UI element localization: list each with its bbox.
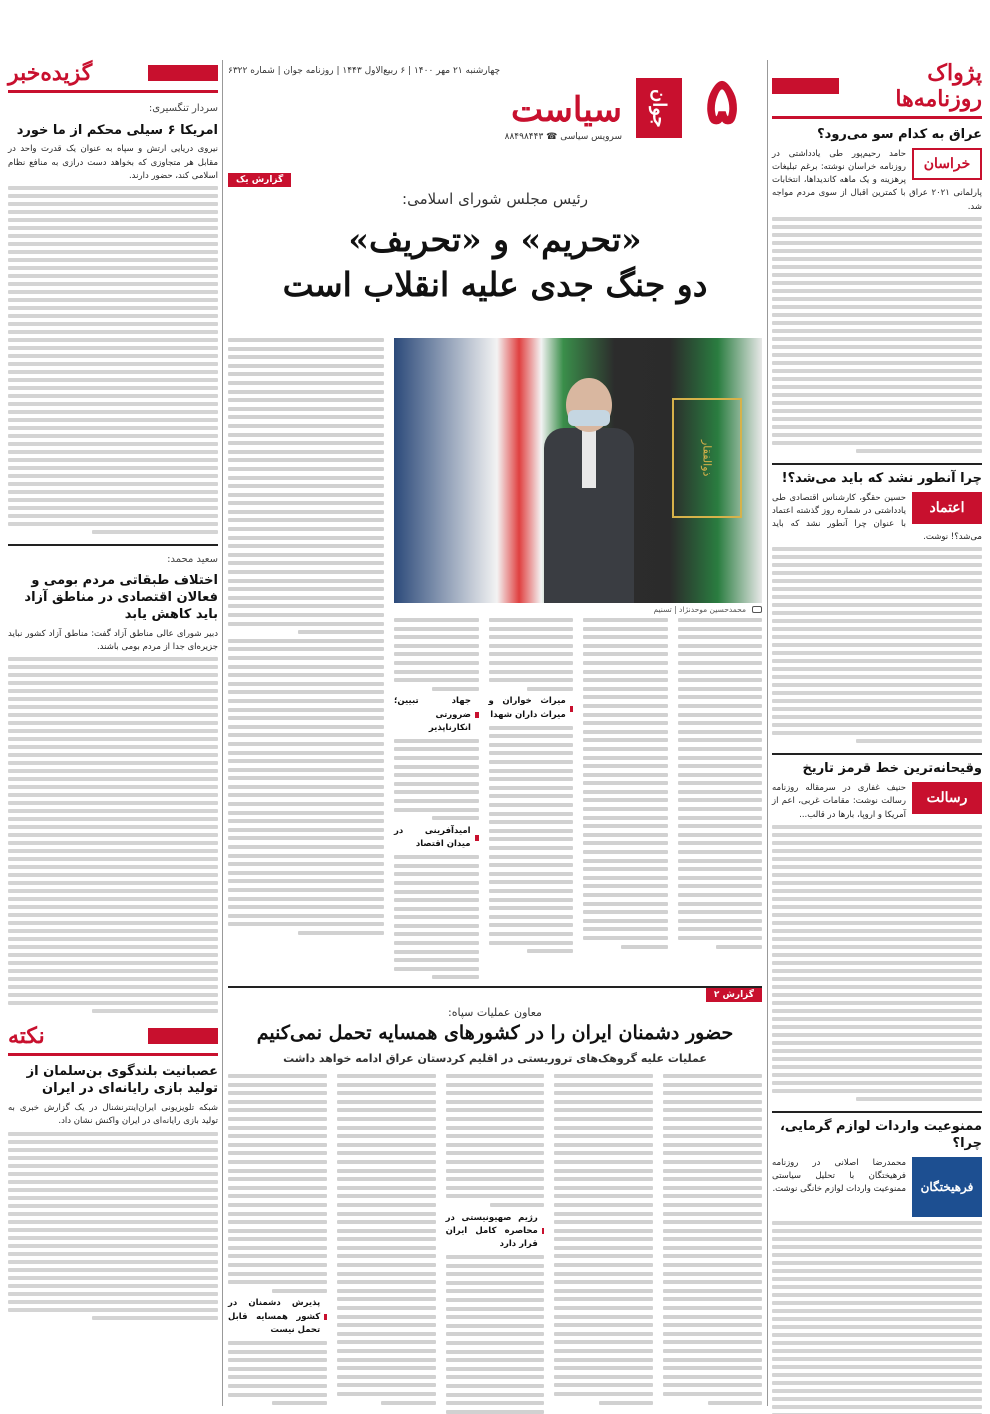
- javan-logo: جوان: [636, 78, 682, 138]
- column-separator: [767, 60, 768, 1406]
- news-item: [8, 552, 218, 1014]
- main-headline: [228, 218, 762, 307]
- divider: [8, 544, 218, 546]
- report-tag: گزارش ۲: [706, 988, 762, 1002]
- etemad-logo: اعتماد: [912, 492, 982, 524]
- news-item-lead: دبیر شورای عالی مناطق آزاد گفت: مناطق آزاد کشور نباید جزیره‌ای جدا از مردم بومی باشند.: [8, 629, 218, 653]
- press-item-body: [772, 1221, 982, 1414]
- divider: [772, 1111, 982, 1113]
- divider: [772, 753, 982, 755]
- story-text-block: [394, 618, 762, 978]
- press-item-title: ممنوعیت واردات لوازم گرمایی، چرا؟: [779, 1118, 982, 1151]
- news-item-body: [8, 657, 218, 1013]
- story-text-column: [663, 1074, 762, 1406]
- story-subhead: رژیم صهیونیستی در محاصره کامل ایران قرار دارد: [446, 1212, 545, 1252]
- news-item-lead: نیروی دریایی ارتش و سپاه به عنوان یک قدرت واحد در مقابل هر متجاوزی که بخواهد دست درازی به منافع نظام اسلامی کند، حضور دارند.: [8, 144, 218, 181]
- story-text-column: [554, 1074, 653, 1406]
- divider: [772, 463, 982, 465]
- news-digest-column: [8, 60, 218, 1406]
- farhikhtegan-logo: فرهیختگان: [912, 1157, 982, 1217]
- main-column: [228, 60, 762, 1406]
- banner-inscription: ذوالفقار: [672, 398, 742, 518]
- news-item-title: امریکا ۶ سیلی محکم از ما خورد: [16, 122, 218, 138]
- story-text-block: [228, 1074, 762, 1406]
- news-item: [8, 1064, 218, 1319]
- press-item-lead: حامد رحیم‌پور طی یادداشتی در روزنامه خراسان نوشته: برغم تبلیغات پرهزینه و یک ماهه کاندیداها، انتخابات پارلمانی ۲۰۲۱ عراق با کمترین اقبال از سوی مردم مواجه شد.: [772, 148, 982, 212]
- press-item: [772, 471, 982, 744]
- story-subhead: جهاد تبیین؛ ضرورتی انکارناپذیر: [394, 695, 479, 735]
- section-divider: [228, 986, 762, 988]
- news-item-body: [8, 1132, 218, 1320]
- story-text-column: [394, 618, 479, 978]
- news-item-byline: سردار تنگسیری:: [148, 103, 218, 114]
- headline-line: دو جنگ جدی علیه انقلاب است: [282, 264, 708, 304]
- press-item-body: [772, 825, 982, 1101]
- photo-subject: [544, 378, 634, 603]
- story-text-column: [583, 618, 668, 978]
- second-subheadline: عملیات علیه گروهک‌های تروریستی در اقلیم کردستان عراق ادامه خواهد داشت: [283, 1052, 707, 1065]
- press-item: [772, 761, 982, 1100]
- news-digest-header: [8, 60, 218, 93]
- news-digest-title: گزیده‌خبر: [8, 60, 93, 86]
- khorasan-logo: خراسان: [912, 148, 982, 180]
- section-accent-bar: [148, 1028, 218, 1044]
- story-subhead: میراث خواران و میراث داران شهدا: [489, 695, 574, 721]
- story-text-column: [337, 1074, 436, 1406]
- section-title: سیاست: [511, 90, 622, 130]
- page-number: ۵: [704, 64, 740, 139]
- resalat-logo: رسالت: [912, 782, 982, 814]
- story-kicker: رئیس مجلس شورای اسلامی:: [402, 190, 588, 208]
- press-item-lead: حسین حقگو، کارشناس اقتصادی طی یادداشتی در شماره روز گذشته اعتماد با عنوان چرا آنطور نشد که باید می‌شد؟! نوشت.: [772, 492, 982, 543]
- camera-icon: [752, 606, 762, 613]
- section-service: سرویس سیاسی ☎ ۸۸۴۹۸۴۴۳: [504, 132, 622, 142]
- phone-icon: ☎: [546, 132, 558, 142]
- press-item: [772, 1119, 982, 1414]
- press-item-body: [772, 217, 982, 453]
- main-photo: [394, 338, 762, 603]
- news-item: [8, 101, 218, 534]
- press-review-column: [772, 60, 982, 1406]
- story-text-column: [678, 618, 763, 978]
- news-item-lead: شبکه تلویزیونی ایران‌اینترنشنال در یک گزارش خبری به تولید بازی رایانه‌ای در ایران واکنش نشان داد.: [8, 1103, 218, 1127]
- story-text-column: [446, 1074, 545, 1406]
- column-separator: [222, 60, 223, 1406]
- story-subhead: پذیرش دشمنان در کشور همسایه قابل تحمل نیست: [228, 1297, 327, 1337]
- issue-meta: چهارشنبه ۲۱ مهر ۱۴۰۰ | ۶ ربیع‌الاول ۱۴۴۳ | روزنامه جوان | شماره ۶۳۲۲: [228, 66, 501, 76]
- story-text-column: [228, 338, 384, 958]
- press-item-body: [772, 547, 982, 743]
- press-item-lead: محمدرضا اصلانی در روزنامه فرهیختگان با تحلیل سیاستی ممنوعیت واردات لوازم خانگی نوشت.: [772, 1157, 906, 1194]
- headline-line: «تحریم» و «تحریف»: [348, 220, 642, 259]
- news-item-byline: سعید محمد:: [167, 553, 218, 565]
- press-review-title: پژواک روزنامه‌ها: [895, 60, 982, 112]
- note-title: نکته: [8, 1023, 45, 1050]
- note-header: [8, 1023, 218, 1056]
- news-item-body: [8, 186, 218, 534]
- press-review-header: [772, 60, 982, 119]
- press-item-title: عراق به کدام سو می‌رود؟: [817, 127, 982, 142]
- story-kicker: معاون عملیات سپاه:: [448, 1006, 542, 1019]
- news-item-title: اختلاف طبقاتی مردم بومی و فعالان اقتصادی در مناطق آزاد باید کاهش یابد: [24, 573, 218, 623]
- story-text-block: [228, 338, 384, 958]
- photo-caption: محمدحسین موحدنژاد | تسنیم: [394, 605, 762, 614]
- report-tag: گزارش یک: [228, 173, 291, 187]
- story-text-column: [489, 618, 574, 978]
- story-text-column: [228, 1074, 327, 1406]
- second-headline: حضور دشمنان ایران را در کشورهای همسایه تحمل نمی‌کنیم: [256, 1022, 734, 1044]
- press-item-title: چرا آنطور نشد که باید می‌شد؟!: [781, 470, 982, 486]
- press-item-title: وقیحانه‌ترین خط قرمز تاریخ: [802, 761, 982, 777]
- section-accent-bar: [772, 78, 839, 94]
- news-item-title: عصبانیت بلندگوی بن‌سلمان از تولید بازی رایانه‌ای در ایران: [26, 1064, 218, 1097]
- section-accent-bar: [148, 65, 218, 81]
- press-item: [772, 127, 982, 453]
- press-item-lead: حنیف غفاری در سرمقاله روزنامه رسالت نوشت: مقامات غربی، اعم از آمریکا و اروپا، بارها در قالب...: [772, 783, 906, 820]
- story-subhead: امیدآفرینی در میدان اقتصاد: [394, 825, 479, 851]
